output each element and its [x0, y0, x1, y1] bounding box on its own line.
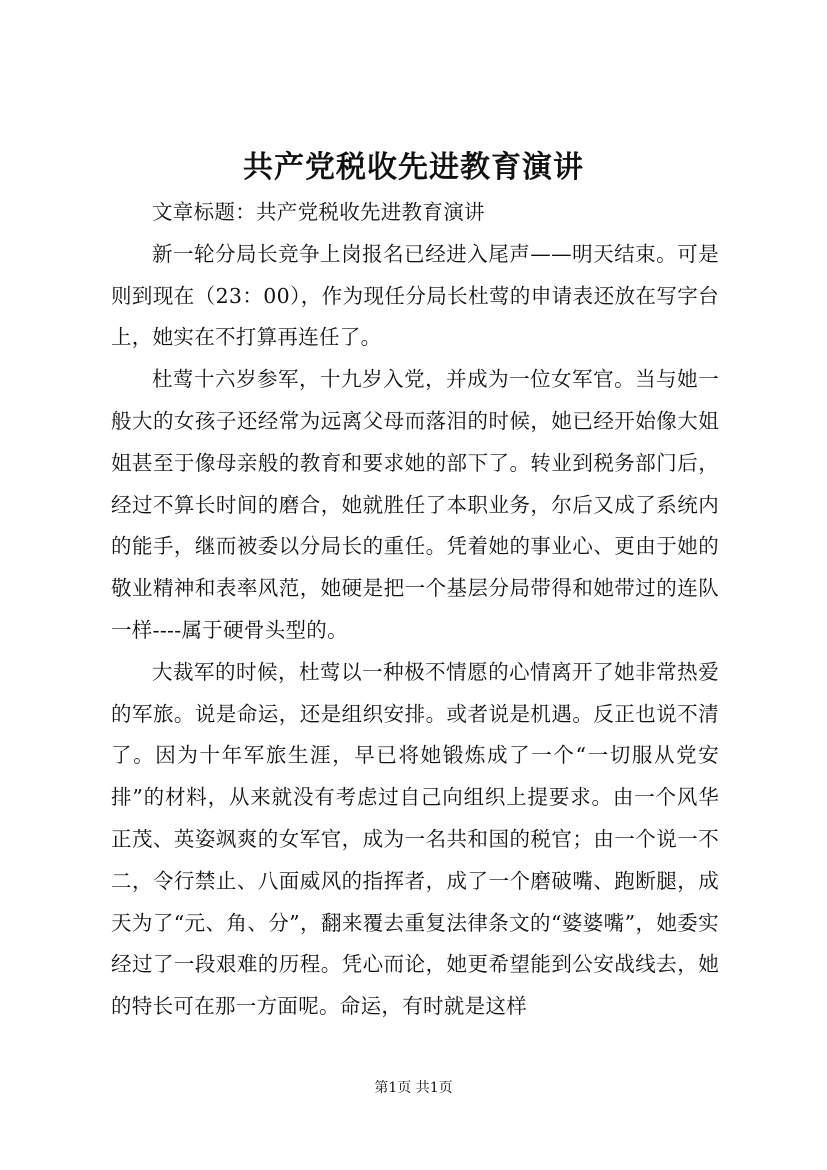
page-number: 第1页 共1页 [374, 1080, 453, 1096]
paragraph-1: 新一轮分局长竞争上岗报名已经进入尾声——明天结束。可是则到现在（23：00），作为现任分局长杜莺的申请表还放在写字台上，她实在不打算再连任了。 [111, 241, 719, 350]
paragraph-article-title: 文章标题：共产党税收先进教育演讲 [152, 200, 485, 224]
page-footer [0, 1078, 827, 1098]
document-title: 共产党税收先进教育演讲 [243, 150, 584, 185]
paragraph-3: 大裁军的时候，杜莺以一种极不情愿的心情离开了她非常热爱的军旅。说是命运，还是组织安排。或者说是机遇。反正也说不清了。因为十年军旅生涯，早已将她锻炼成了一个“一切服从党安排”的材料，从来就没有考虑过自己向组织上提要求。由一个风华正茂、英姿飒爽的女军官，成为一名共和国的税官；由一个说一不二，令行禁止、八面威风的指挥者，成了一个磨破嘴、跑断腿，成天为了“元、角、分”，翻来覆去重复法律条文的“婆婆嘴”，她委实经过了一段艰难的历程。凭心而论，她更希望能到公安战线去，她的特长可在那一方面呢。命运，有时就是这样 [111, 659, 719, 1019]
document-body [111, 192, 719, 1028]
paragraph-2: 杜莺十六岁参军，十九岁入党，并成为一位女军官。当与她一般大的女孩子还经常为远离父母而落泪的时候，她已经开始像大姐姐甚至于像母亲般的教育和要求她的部下了。转业到税务部门后，经过不算长时间的磨合，她就胜任了本职业务，尔后又成了系统内的能手，继而被委以分局长的重任。凭着她的事业心、更由于她的敬业精神和表率风范，她硬是把一个基层分局带得和她带过的连队一样----属于硬骨头型的。 [111, 367, 719, 642]
